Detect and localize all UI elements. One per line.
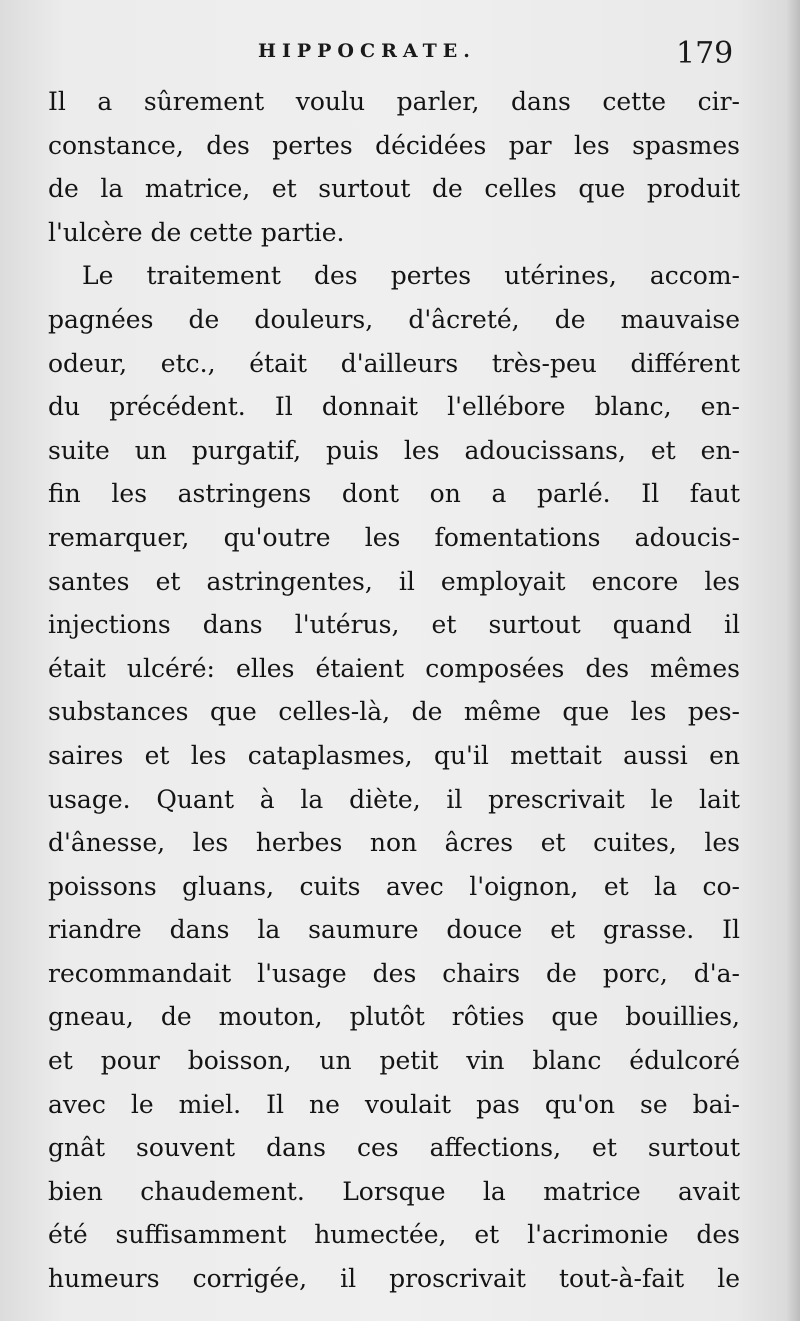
text-line: usage. Quant à la diète, il prescrivait le lait [48,784,740,814]
text-line: constance, des pertes décidées par les spasmes [48,130,740,160]
page-edge-shadow [786,0,800,1321]
text-line: et pour boisson, un petit vin blanc édulcoré [48,1046,740,1076]
text-line: remarquer, qu'outre les fomentations adoucis- [48,522,740,552]
text-line: avec le miel. Il ne voulait pas qu'on se bai- [48,1089,740,1119]
text-line: gnât souvent dans ces affections, et surtout [48,1133,740,1163]
text-line: santes et astringentes, il employait encore les [48,566,740,596]
text-line: injections dans l'utérus, et surtout quand il [48,610,740,640]
text-line: été suffisamment humectée, et l'acrimonie des [48,1220,740,1250]
paragraph [48,254,740,1300]
text-line: était ulcéré: elles étaient composées des mêmes [48,653,740,683]
text-line: poissons gluans, cuits avec l'oignon, et la co- [48,871,740,901]
text-line: gneau, de mouton, plutôt rôties que bouillies, [48,1002,740,1032]
text-line: recommandait l'usage des chairs de porc, d'a- [48,958,740,988]
text-line: riandre dans la saumure douce et grasse. Il [48,915,740,945]
text-line: saires et les cataplasmes, qu'il mettait aussi en [48,740,740,770]
text-line: odeur, etc., était d'ailleurs très-peu différent [48,348,740,378]
text-line: humeurs corrigée, il proscrivait tout-à-fait le [48,1264,740,1294]
text-line: fin les astringens dont on a parlé. Il faut [48,479,740,509]
text-line: l'ulcère de cette partie. [48,217,345,247]
text-line: Il a sûrement voulu parler, dans cette cir- [48,87,740,116]
text-line: suite un purgatif, puis les adoucissans, et en- [48,435,740,465]
body-text [48,80,740,1301]
text-line: pagnées de douleurs, d'âcreté, de mauvaise [48,304,740,334]
paragraph [48,80,740,254]
text-line: Le traitement des pertes utérines, accom- [82,261,740,291]
text-line: bien chaudement. Lorsque la matrice avait [48,1176,740,1206]
running-head: HIPPOCRATE. [258,40,476,62]
text-line: de la matrice, et surtout de celles que produit [48,174,740,204]
page-number: 179 [676,36,734,71]
text-line: d'ânesse, les herbes non âcres et cuites, les [48,828,740,858]
text-line: du précédent. Il donnait l'ellébore blanc, en- [48,392,740,422]
text-line: substances que celles-là, de même que les pes- [48,697,740,727]
page-header [0,36,800,76]
